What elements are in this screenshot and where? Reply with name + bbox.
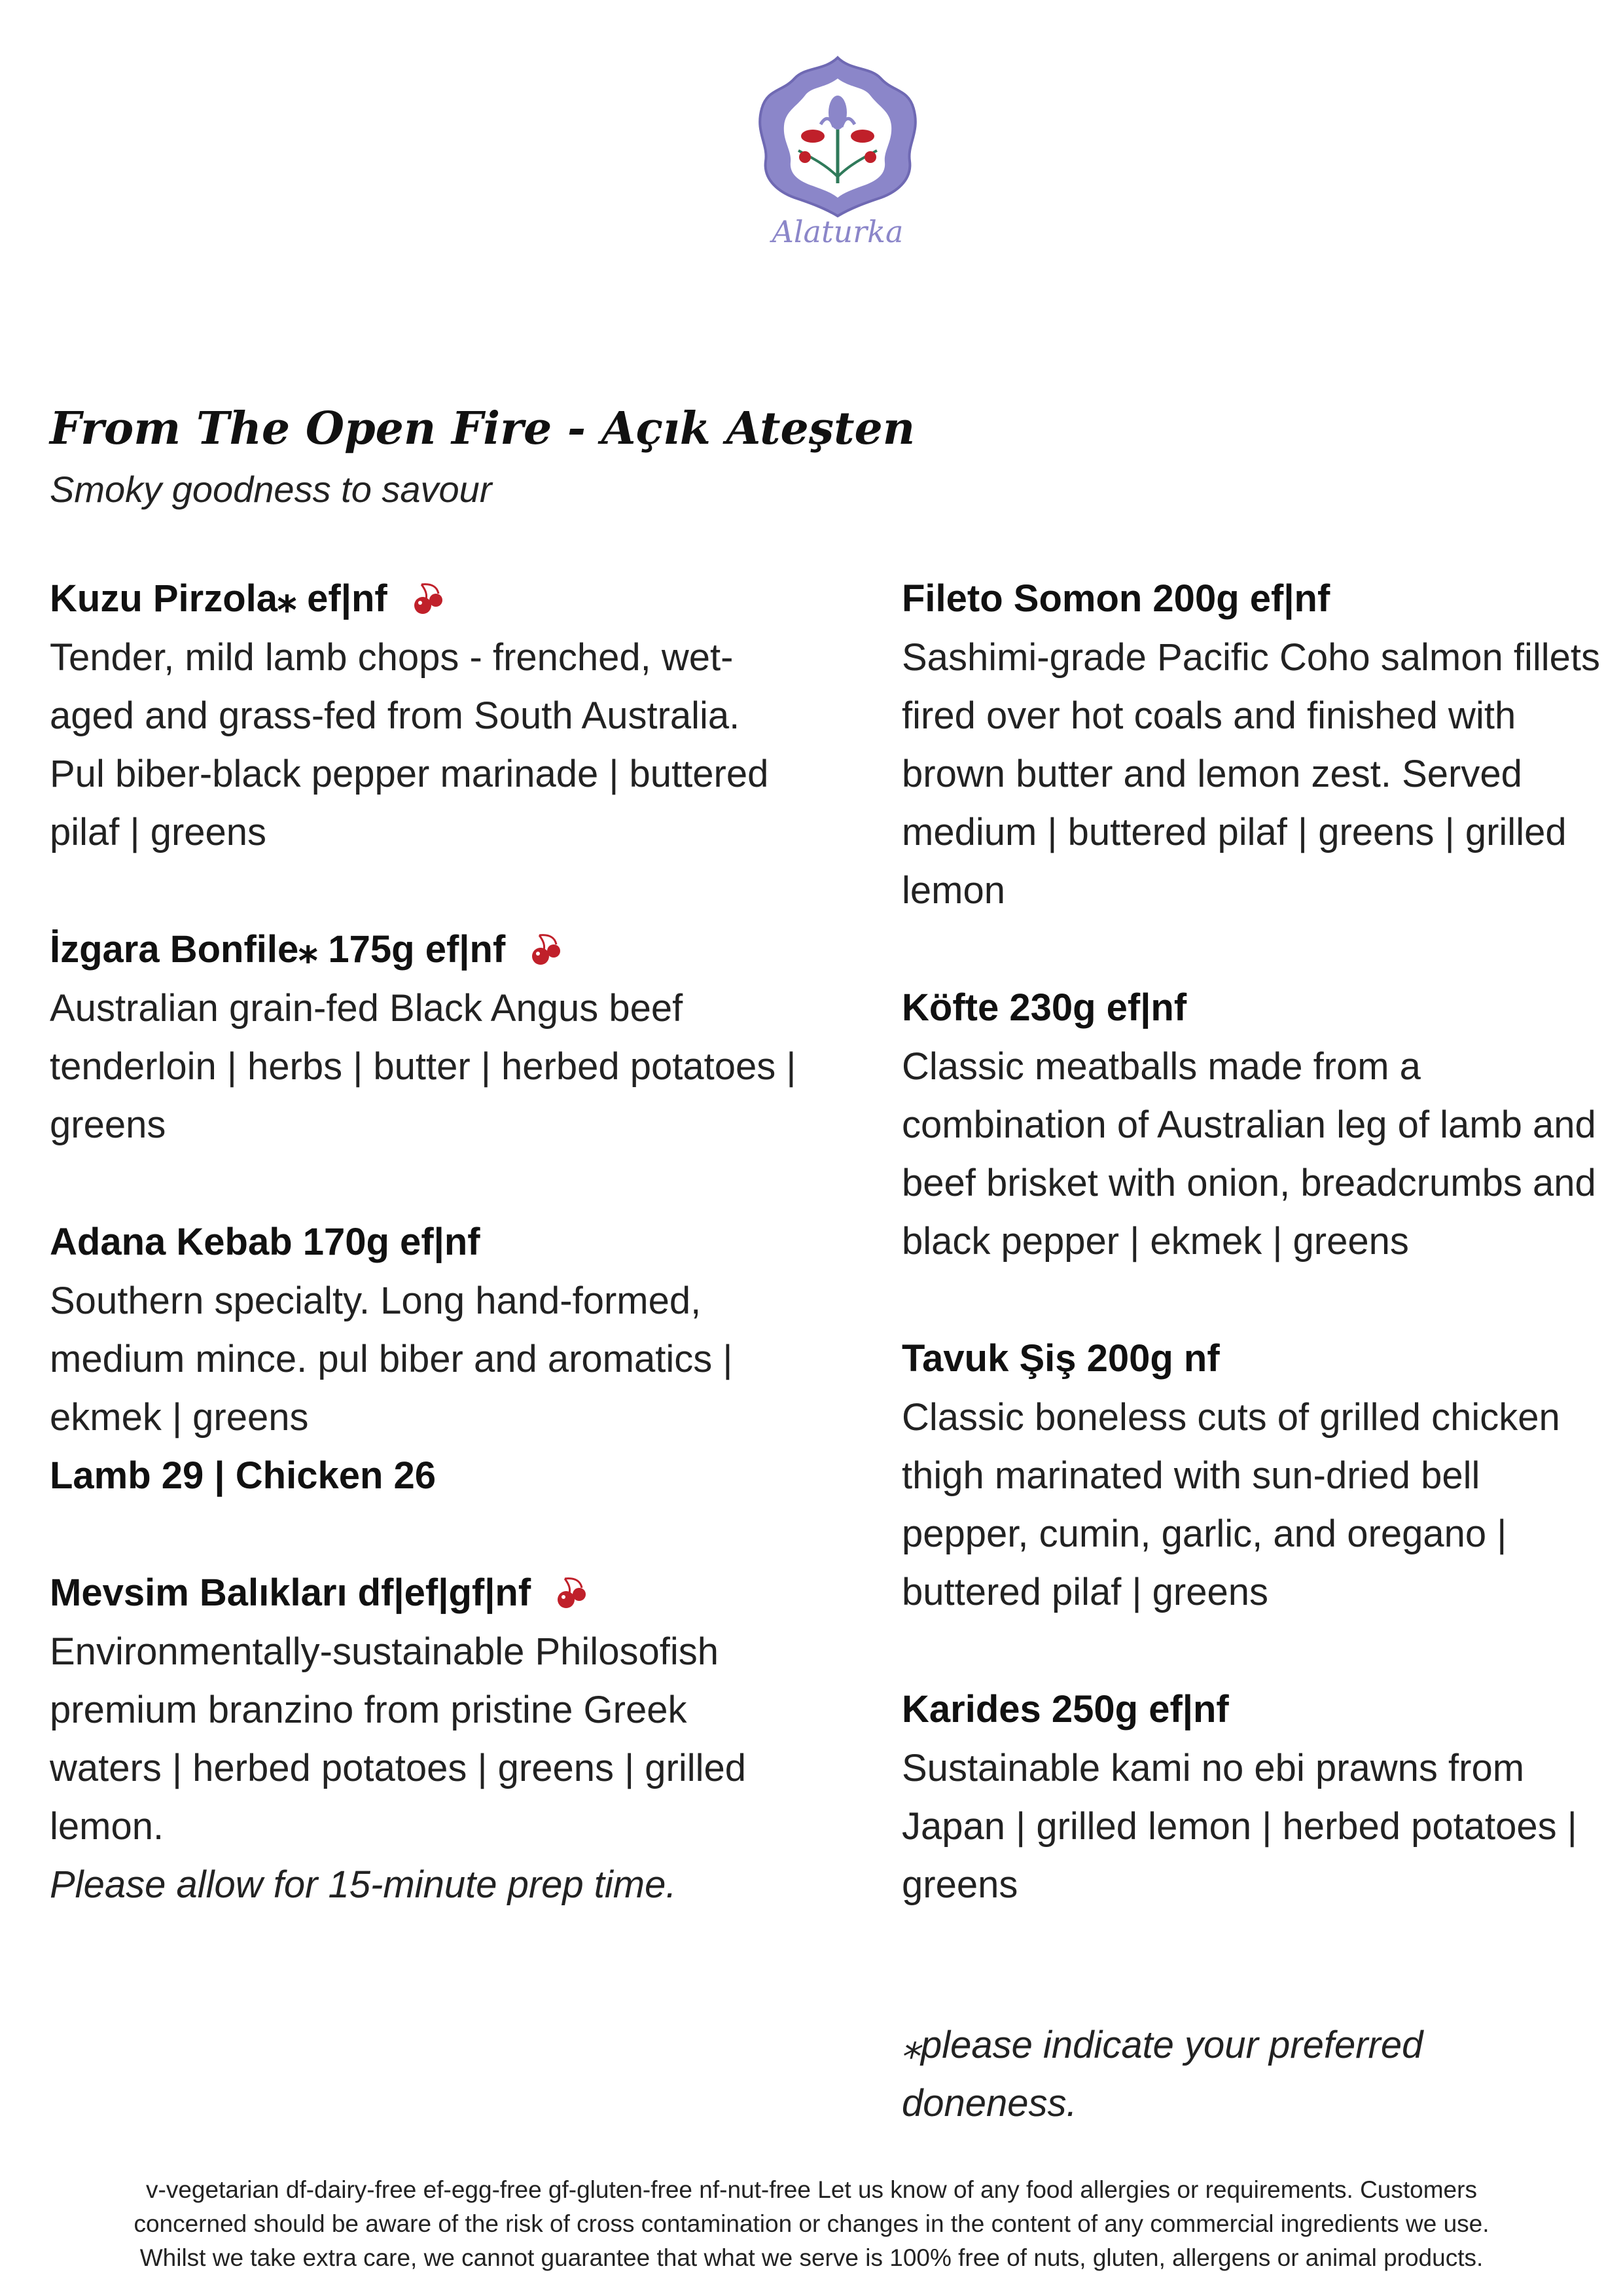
menu-item xyxy=(902,1329,1609,1621)
menu-item-name: Mevsim Balıkları df|ef|gf|nf xyxy=(50,1571,531,1614)
cherry-icon xyxy=(406,578,448,620)
doneness-footnote: ⁎please indicate your preferred doneness. xyxy=(902,2024,1423,2125)
cherry-icon xyxy=(549,1572,591,1614)
menu-item-description: Sustainable kami no ebi prawns from Japan | grilled lemon | herbed potatoes | greens xyxy=(902,1747,1577,1906)
menu-item xyxy=(902,569,1609,920)
menu-item-name: Köfte 230g ef|nf xyxy=(902,986,1187,1029)
menu-item-description: Australian grain-fed Black Angus beef tenderloin | herbs | butter | herbed potatoes | greens xyxy=(50,987,796,1146)
menu-item-name: Kuzu Pirzola⁎ ef|nf xyxy=(50,577,387,620)
footer-line: Whilst we take extra care, we cannot guarantee that what we serve is 100% free of nuts, gluten, allergens or animal products. xyxy=(139,2244,1484,2271)
menu-item xyxy=(902,978,1609,1270)
menu-item-description: Classic boneless cuts of grilled chicken thigh marinated with sun-dried bell pepper, cumin, garlic, and oregano | buttered pilaf | greens xyxy=(902,1396,1560,1613)
menu-item-name: Karides 250g ef|nf xyxy=(902,1688,1229,1731)
menu-item-name: Fileto Somon 200g ef|nf xyxy=(902,577,1330,620)
section-subtitle: Smoky goodness to savour xyxy=(50,469,492,510)
menu-item xyxy=(50,1564,802,1914)
brand-logo xyxy=(753,52,923,249)
menu-item-note: Please allow for 15-minute prep time. xyxy=(50,1863,677,1906)
menu-item-prices: Lamb 29 | Chicken 26 xyxy=(50,1454,437,1497)
cherry-icon xyxy=(524,929,565,971)
menu-item-name: Tavuk Şiş 200g nf xyxy=(902,1337,1220,1380)
allergen-footer xyxy=(26,2173,1597,2275)
section-title: From The Open Fire - Açık Ateşten xyxy=(50,403,916,455)
footer-line: concerned should be aware of the risk of cross contamination or changes in the content of any commercial ingredients we use. xyxy=(134,2210,1489,2237)
logo-wordmark: Alaturka xyxy=(772,214,904,249)
alaturka-logo-icon xyxy=(753,52,923,249)
menu-item xyxy=(50,920,802,1154)
menu-item xyxy=(50,569,802,861)
menu-item-description: Environmentally-sustainable Philosofish premium branzino from pristine Greek waters | herbed potatoes | greens | grilled lemon. xyxy=(50,1630,747,1848)
footer-line: v-vegetarian df-dairy-free ef-egg-free gf-gluten-free nf-nut-free Let us know of any food allergies or requirements. Customers xyxy=(146,2176,1477,2203)
menu-item-description: Southern specialty. Long hand-formed, medium mince. pul biber and aromatics | ekmek | greens xyxy=(50,1280,733,1439)
menu-item-name: İzgara Bonfile⁎ 175g ef|nf xyxy=(50,928,506,971)
menu-column-right xyxy=(902,569,1609,1973)
menu-column-left xyxy=(50,569,802,1973)
menu-item-description: Tender, mild lamb chops - frenched, wet-aged and grass-fed from South Australia. Pul biber-black pepper marinade | buttered pilaf | greens xyxy=(50,636,769,853)
menu-item xyxy=(902,1680,1609,1914)
menu-item-name: Adana Kebab 170g ef|nf xyxy=(50,1221,480,1263)
menu-item xyxy=(50,1213,802,1505)
menu-item-description: Classic meatballs made from a combination of Australian leg of lamb and beef brisket with onion, breadcrumbs and black pepper | ekmek | greens xyxy=(902,1045,1596,1263)
menu-item-description: Sashimi-grade Pacific Coho salmon fillets fired over hot coals and finished with brown butter and lemon zest. Served medium | buttered pilaf | greens | grilled lemon xyxy=(902,636,1600,912)
